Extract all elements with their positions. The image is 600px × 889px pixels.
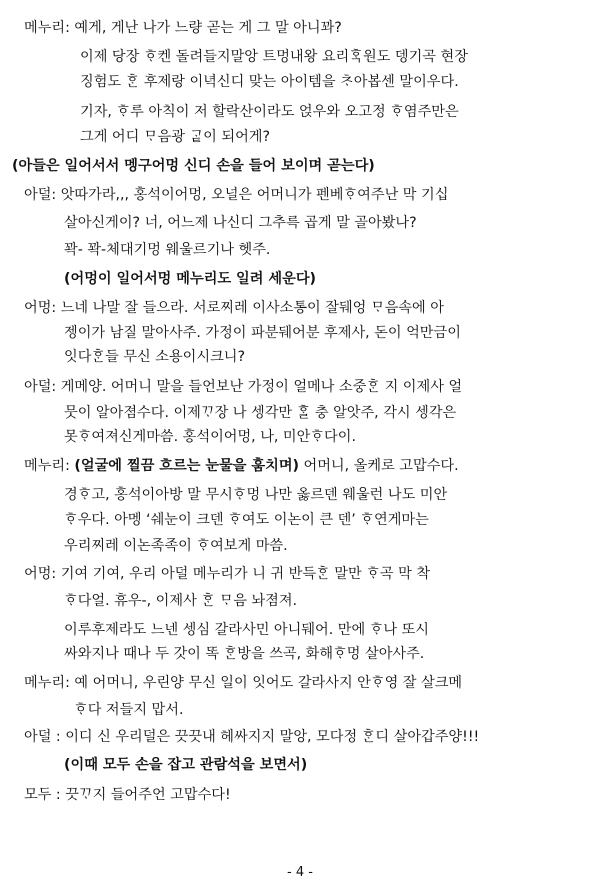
line-24: 싸와지나 때나 두 갓이 똑 ᄒᆞᆫ방을 쓰곡, 화해ᄒᆞ멍 살아사주. (64, 646, 425, 662)
line-17 (24, 457, 459, 475)
line-23: 이루후제라도 느넨 셍심 갈라사민 아니뒈어. 만에 ᄒᆞ나 또시 (64, 622, 430, 638)
stage-direction-3: (이때 모두 손을 잡고 관람석을 보면서) (64, 757, 308, 773)
line-19: ᄒᆞ우다. 아멩 ‘쉐눈이 크덴 ᄒᆞ여도 이논이 큰 덴’ ᄒᆞ연게마는 (64, 512, 429, 528)
line-8: 살아신게이? 너, 어느제 나신디 그추륵 곱게 말 골아봤나? (64, 215, 417, 231)
line-22: ᄒᆞ다얼. 휴우-, 이제사 ᄒᆞᆫ ᄆᆞ음 놔졈져. (64, 593, 298, 609)
line-18: 경ᄒᆞ고, 홍석이아방 말 무시ᄒᆞ멍 나만 옳르덴 웨울런 나도 미안 (64, 487, 448, 503)
inline-stage-direction: (얼굴에 찔끔 흐르는 눈물을 훔치며) (74, 458, 300, 474)
line-11: 어멍: 느네 나말 잘 들으라. 서로찌레 이사소통이 잘뒈엉 ᄆᆞ음속에 아 (24, 300, 444, 316)
line-14: 아덜: 게메양. 어머니 말을 들언보난 가정이 얼메나 소중ᄒᆞᆫ 지 이제사 얼 (24, 379, 463, 395)
line-1: 메누리: 예게, 게난 나가 느량 곧는 게 그 말 아니꽈? (24, 20, 342, 36)
line-29: 모두 : 끗ᄁᆞ지 들어주언 고맙수다! (24, 787, 231, 803)
line-13: 잇다ᄒᆞᆫ들 무신 소용이시크니? (64, 349, 246, 365)
speaker-label: 메누리: (얼굴에 찔끔 흐르는 눈물을 훔치며) 어머니, 올케로 고맙수다. (24, 458, 459, 474)
line-5: 그게 어디 ᄆᆞ음광 ᄀᆞᇀ이 되어게? (80, 129, 271, 145)
line-16: 못ᄒᆞ여져신게마씀. 홍석이어멍, 나, 미안ᄒᆞ다이. (64, 429, 356, 445)
line-3: 징험도 ᄒᆞᆫ 후제랑 이녁신디 맞는 아이템을 ᄎᆞ아봅센 말이우다. (80, 74, 459, 90)
line-27: 아덜 : 이디 신 우리덜은 끗끗내 헤싸지지 말앙, 모다정 ᄒᆞᆫ디 살아갑주양!!! (24, 729, 480, 745)
line-21: 어멍: 기여 기여, 우리 아덜 메누리가 니 귀 반득ᄒᆞᆫ 말만 ᄒᆞ곡 막 착 (24, 566, 431, 582)
line-26: ᄒᆞ다 저들지 맙서. (74, 702, 184, 718)
stage-direction-2: (어멍이 일어서멍 메누리도 일려 세운다) (64, 271, 317, 287)
line-4: 기자, ᄒᆞ루 아칙이 저 할락산이라도 얹우와 오고정 ᄒᆞ염주만은 (80, 104, 459, 120)
line-2: 이제 당장 ᄒᆞ켄 돌려들지말앙 트멍내왕 요리ᄒᆞᆨ원도 뎅기곡 현장 (80, 49, 468, 65)
line-9: 꽉- 꽉-체대기멍 웨울르기나 헷주. (64, 242, 271, 258)
page-number: - 4 - (287, 865, 313, 880)
line-20: 우리찌레 이논족족이 ᄒᆞ여보게 마씀. (64, 538, 288, 554)
line-7: 아덜: 앗따가라,,, 홍석이어멍, 오널은 어머니가 펜베ᄒᆞ여주난 막 기십 (24, 187, 449, 203)
line-25: 메누리: 예 어머니, 우린양 무신 일이 잇어도 갈라사지 안ᄒᆞ영 잘 살크메 (24, 675, 463, 691)
stage-direction-1: (아들은 일어서서 멩구어멍 신디 손을 들어 보이며 곧는다) (12, 158, 375, 174)
line-12: 젱이가 남질 말아사주. 가정이 파분뒈어분 후제사, 돈이 억만금이 (64, 325, 461, 341)
line-15: 뭇이 알아졈수다. 이제ᄁᆞ장 나 셍각만 ᄒᆞᆯ 충 알앗주, 각시 셍각은 (64, 405, 457, 421)
